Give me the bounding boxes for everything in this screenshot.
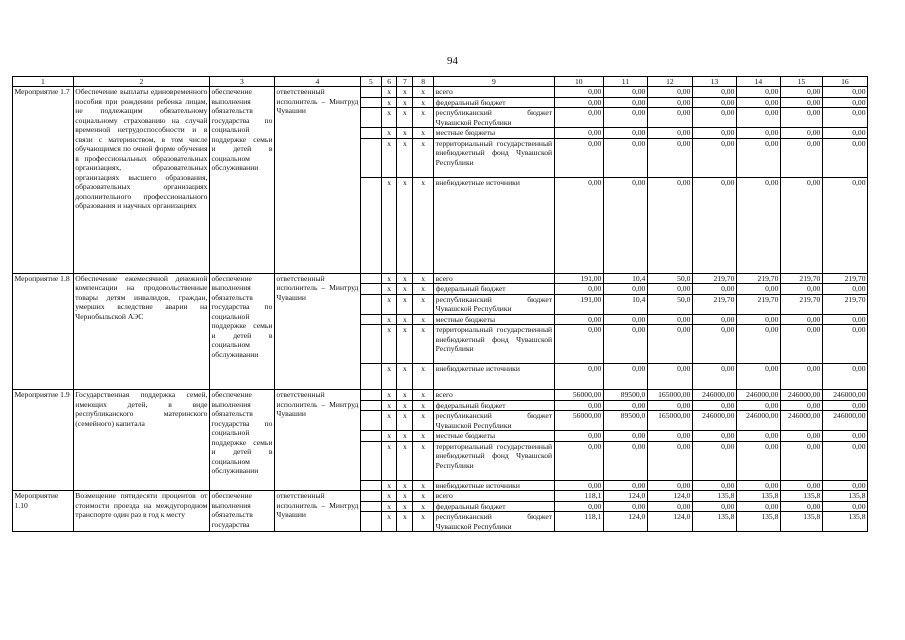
funding-source: всего: [434, 273, 554, 284]
value-cell: 0,00: [780, 138, 822, 177]
empty-cell: [360, 411, 381, 431]
value-cell: 0,00: [692, 480, 736, 491]
empty-cell: [360, 364, 381, 390]
mark-col-8: х: [413, 411, 434, 431]
value-cell: 0,00: [603, 441, 647, 480]
value-cell: 0,00: [822, 441, 867, 480]
table-row: [13, 273, 868, 284]
value-cell: 56000,00: [554, 411, 603, 431]
header-cell-5: 5: [360, 77, 381, 87]
event-description: Обеспечение ежемесячной денежной компенсации на продовольственные товары детям инвалидов, граждан, умерших вследствие аварии на Чернобыльской АЭС: [73, 273, 209, 390]
funding-source: республиканский бюджет Чувашской Республики: [435, 294, 553, 313]
value-cell: 135,8: [692, 512, 736, 532]
event-label: Мероприятие 1.10: [13, 491, 74, 532]
value-cell: 0,00: [780, 108, 822, 128]
value-cell: 0,00: [554, 97, 603, 108]
event-goal: обеспечение выполнения обязательств государства: [209, 491, 274, 532]
value-cell: 89500,0: [603, 411, 647, 431]
value-cell: 0,00: [603, 314, 647, 325]
value-cell: 0,00: [780, 325, 822, 364]
value-cell: 89500,0: [603, 390, 647, 401]
value-cell: 0,00: [736, 138, 780, 177]
value-cell: 135,8: [780, 491, 822, 502]
value-cell: 0,00: [736, 284, 780, 295]
header-cell-11: 11: [603, 77, 647, 87]
value-cell: 0,00: [554, 501, 603, 512]
header-cell-6: 6: [381, 77, 397, 87]
mark-col-7: х: [397, 441, 413, 480]
table-row: [13, 87, 868, 98]
value-cell: 219,70: [692, 294, 736, 314]
value-cell: 50,0: [647, 294, 692, 314]
value-cell: 0,00: [603, 97, 647, 108]
value-cell: 246000,00: [692, 411, 736, 431]
value-cell: 0,00: [822, 364, 867, 390]
value-cell: 0,00: [780, 87, 822, 98]
header-cell-4: 4: [274, 77, 360, 87]
event-label: Мероприятие 1.7: [13, 87, 74, 274]
value-cell: 0,00: [554, 177, 603, 273]
mark-col-7: х: [397, 390, 413, 401]
mark-col-7: х: [397, 314, 413, 325]
value-cell: 0,00: [647, 501, 692, 512]
value-cell: 0,00: [554, 480, 603, 491]
page-number: 94: [447, 55, 458, 67]
value-cell: 246000,00: [692, 390, 736, 401]
value-cell: 219,70: [736, 273, 780, 284]
value-cell: 0,00: [822, 400, 867, 411]
mark-col-7: х: [397, 400, 413, 411]
mark-col-6: х: [381, 480, 397, 491]
empty-cell: [360, 97, 381, 108]
funding-source: республиканский бюджет Чувашской Республики: [435, 411, 553, 430]
empty-cell: [360, 87, 381, 98]
mark-col-8: х: [413, 97, 434, 108]
value-cell: 165000,00: [647, 411, 692, 431]
mark-col-7: х: [397, 284, 413, 295]
value-cell: 0,00: [603, 325, 647, 364]
value-cell: 0,00: [780, 177, 822, 273]
empty-cell: [360, 480, 381, 491]
mark-col-8: х: [413, 108, 434, 128]
value-cell: 0,00: [822, 97, 867, 108]
value-cell: 0,00: [692, 441, 736, 480]
value-cell: 0,00: [603, 128, 647, 139]
value-cell: 0,00: [780, 97, 822, 108]
mark-col-7: х: [397, 87, 413, 98]
value-cell: 0,00: [822, 108, 867, 128]
value-cell: 0,00: [692, 177, 736, 273]
value-cell: 0,00: [692, 314, 736, 325]
value-cell: 0,00: [603, 480, 647, 491]
value-cell: 0,00: [692, 108, 736, 128]
value-cell: 10,4: [603, 294, 647, 314]
value-cell: 50,0: [647, 273, 692, 284]
empty-cell: [360, 284, 381, 295]
mark-col-8: х: [413, 177, 434, 273]
value-cell: 0,00: [603, 138, 647, 177]
event-description: Обеспечение выплаты единовременного пособия при рождении ребенка лицам, не подлежащим обязательному социальному страхованию на случай временной нетрудоспособности и в связи с материнством, в том числе обучающимся по очной форме обучения в профессиональных образовательных организациях, образовательных организациях высшего образования, образовательных организациях дополнительного профессионального образования и научных организациях: [73, 87, 209, 274]
empty-cell: [360, 441, 381, 480]
value-cell: 219,70: [692, 273, 736, 284]
header-cell-10: 10: [554, 77, 603, 87]
header-cell-12: 12: [647, 77, 692, 87]
table-row: [13, 390, 868, 401]
value-cell: 0,00: [780, 501, 822, 512]
value-cell: 246000,00: [736, 411, 780, 431]
value-cell: 0,00: [736, 364, 780, 390]
value-cell: 0,00: [647, 400, 692, 411]
mark-col-8: х: [413, 491, 434, 502]
empty-cell: [360, 177, 381, 273]
mark-col-6: х: [381, 128, 397, 139]
value-cell: 0,00: [647, 97, 692, 108]
value-cell: 0,00: [692, 284, 736, 295]
value-cell: 0,00: [692, 128, 736, 139]
value-cell: 0,00: [822, 314, 867, 325]
header-cell-8: 8: [413, 77, 434, 87]
value-cell: 0,00: [647, 314, 692, 325]
mark-col-7: х: [397, 501, 413, 512]
event-label: Мероприятие 1.9: [13, 390, 74, 491]
value-cell: 135,8: [736, 491, 780, 502]
value-cell: 124,0: [603, 491, 647, 502]
mark-col-6: х: [381, 294, 397, 314]
funding-source: федеральный бюджет: [434, 284, 554, 295]
value-cell: 0,00: [554, 325, 603, 364]
value-cell: 219,70: [822, 294, 867, 314]
funding-source: местные бюджеты: [434, 128, 554, 139]
event-description: Возмещение пятидесяти процентов от стоимости проезда на междугородном транспорте один раз в год к месту: [73, 491, 209, 532]
mark-col-8: х: [413, 364, 434, 390]
mark-col-7: х: [397, 177, 413, 273]
empty-cell: [360, 273, 381, 284]
event-executor: ответственный исполнитель – Минтруд Чувашии: [274, 273, 360, 390]
value-cell: 0,00: [736, 501, 780, 512]
header-cell-9: 9: [434, 77, 554, 87]
mark-col-6: х: [381, 314, 397, 325]
event-description: Государственная поддержка семей, имеющих детей, в виде республиканского материнского (семейного) капитала: [73, 390, 209, 491]
value-cell: 0,00: [554, 400, 603, 411]
mark-col-6: х: [381, 273, 397, 284]
value-cell: 0,00: [822, 87, 867, 98]
value-cell: 0,00: [736, 314, 780, 325]
header-cell-2: 2: [73, 77, 209, 87]
mark-col-8: х: [413, 294, 434, 314]
value-cell: 191,00: [554, 294, 603, 314]
value-cell: 10,4: [603, 273, 647, 284]
value-cell: 0,00: [603, 177, 647, 273]
value-cell: 0,00: [647, 284, 692, 295]
empty-cell: [360, 325, 381, 364]
value-cell: 124,0: [647, 491, 692, 502]
value-cell: 0,00: [554, 87, 603, 98]
mark-col-6: х: [381, 411, 397, 431]
funding-source: территориальный государственный внебюджетный фонд Чувашской Республики: [434, 138, 554, 177]
value-cell: 0,00: [603, 87, 647, 98]
value-cell: 0,00: [822, 284, 867, 295]
empty-cell: [360, 294, 381, 314]
value-cell: 0,00: [647, 441, 692, 480]
value-cell: 0,00: [780, 128, 822, 139]
value-cell: 0,00: [822, 501, 867, 512]
value-cell: 0,00: [647, 108, 692, 128]
mark-col-7: х: [397, 108, 413, 128]
value-cell: 0,00: [736, 325, 780, 364]
value-cell: 135,8: [736, 512, 780, 532]
value-cell: 0,00: [554, 364, 603, 390]
value-cell: 0,00: [554, 441, 603, 480]
value-cell: 0,00: [780, 431, 822, 442]
mark-col-8: х: [413, 431, 434, 442]
value-cell: 0,00: [736, 441, 780, 480]
event-goal: обеспечение выполнения обязательств государства по социальной поддержке семьи и детей в социальном обслуживании: [209, 87, 274, 274]
mark-col-6: х: [381, 87, 397, 98]
header-cell-1: 1: [13, 77, 74, 87]
mark-col-6: х: [381, 177, 397, 273]
mark-col-7: х: [397, 512, 413, 532]
value-cell: 56000,00: [554, 390, 603, 401]
header-cell-16: 16: [822, 77, 867, 87]
funding-source: республиканский бюджет Чувашской Республики: [435, 108, 553, 127]
value-cell: 165000,00: [647, 390, 692, 401]
mark-col-7: х: [397, 364, 413, 390]
funding-source: федеральный бюджет: [434, 400, 554, 411]
value-cell: 0,00: [603, 400, 647, 411]
funding-source: внебюджетные источники: [434, 364, 554, 390]
mark-col-7: х: [397, 411, 413, 431]
event-goal: обеспечение выполнения обязательств государства по социальной поддержке семьи и детей в социальном обслуживании: [209, 273, 274, 390]
mark-col-8: х: [413, 441, 434, 480]
empty-cell: [360, 512, 381, 532]
value-cell: 0,00: [736, 431, 780, 442]
mark-col-8: х: [413, 314, 434, 325]
value-cell: 0,00: [780, 400, 822, 411]
value-cell: 0,00: [554, 314, 603, 325]
value-cell: 0,00: [692, 501, 736, 512]
value-cell: 0,00: [603, 108, 647, 128]
mark-col-7: х: [397, 294, 413, 314]
mark-col-8: х: [413, 400, 434, 411]
mark-col-8: х: [413, 128, 434, 139]
header-cell-14: 14: [736, 77, 780, 87]
empty-cell: [360, 400, 381, 411]
funding-source: всего: [434, 491, 554, 502]
value-cell: 0,00: [780, 284, 822, 295]
mark-col-6: х: [381, 364, 397, 390]
value-cell: 0,00: [647, 364, 692, 390]
value-cell: 0,00: [647, 431, 692, 442]
value-cell: 124,0: [603, 512, 647, 532]
funding-source: федеральный бюджет: [434, 501, 554, 512]
value-cell: 118,1: [554, 491, 603, 502]
value-cell: 219,70: [822, 273, 867, 284]
mark-col-6: х: [381, 390, 397, 401]
value-cell: 0,00: [692, 97, 736, 108]
value-cell: 135,8: [780, 512, 822, 532]
mark-col-6: х: [381, 491, 397, 502]
event-executor: ответственный исполнитель – Минтруд Чувашии: [274, 491, 360, 532]
empty-cell: [360, 431, 381, 442]
header-row: [13, 77, 868, 87]
mark-col-7: х: [397, 128, 413, 139]
mark-col-8: х: [413, 501, 434, 512]
value-cell: 191,00: [554, 273, 603, 284]
value-cell: 0,00: [647, 87, 692, 98]
mark-col-6: х: [381, 284, 397, 295]
value-cell: 246000,00: [736, 390, 780, 401]
header-cell-7: 7: [397, 77, 413, 87]
value-cell: 0,00: [822, 431, 867, 442]
value-cell: 0,00: [554, 108, 603, 128]
event-label: Мероприятие 1.8: [13, 273, 74, 390]
mark-col-7: х: [397, 480, 413, 491]
value-cell: 0,00: [822, 480, 867, 491]
funding-source: местные бюджеты: [434, 314, 554, 325]
value-cell: 0,00: [692, 87, 736, 98]
mark-col-6: х: [381, 512, 397, 532]
funding-source: республиканский бюджет Чувашской Республики: [435, 512, 553, 531]
value-cell: 0,00: [736, 108, 780, 128]
value-cell: 219,70: [780, 294, 822, 314]
value-cell: 135,8: [822, 491, 867, 502]
value-cell: 0,00: [647, 177, 692, 273]
mark-col-6: х: [381, 441, 397, 480]
mark-col-7: х: [397, 273, 413, 284]
value-cell: 0,00: [736, 400, 780, 411]
mark-col-6: х: [381, 501, 397, 512]
funding-source: территориальный государственный внебюджетный фонд Чувашской Республики: [434, 325, 554, 364]
funding-source: внебюджетные источники: [434, 177, 554, 273]
value-cell: 0,00: [736, 480, 780, 491]
mark-col-6: х: [381, 108, 397, 128]
value-cell: 0,00: [603, 284, 647, 295]
value-cell: 246000,00: [822, 411, 867, 431]
value-cell: 0,00: [780, 314, 822, 325]
value-cell: 0,00: [780, 441, 822, 480]
value-cell: 0,00: [736, 97, 780, 108]
value-cell: 0,00: [647, 325, 692, 364]
funding-source: внебюджетные источники: [434, 480, 554, 491]
budget-table: [12, 76, 868, 532]
value-cell: 0,00: [736, 128, 780, 139]
value-cell: 135,8: [692, 491, 736, 502]
funding-source: местные бюджеты: [434, 431, 554, 442]
event-goal: обеспечение выполнения обязательств государства по социальной поддержке семьи и детей в социальном обслуживании: [209, 390, 274, 491]
mark-col-7: х: [397, 325, 413, 364]
value-cell: 118,1: [554, 512, 603, 532]
value-cell: 0,00: [822, 325, 867, 364]
value-cell: 0,00: [554, 128, 603, 139]
mark-col-8: х: [413, 512, 434, 532]
value-cell: 0,00: [736, 177, 780, 273]
empty-cell: [360, 390, 381, 401]
value-cell: 0,00: [554, 284, 603, 295]
value-cell: 135,8: [822, 512, 867, 532]
mark-col-8: х: [413, 325, 434, 364]
value-cell: 0,00: [822, 128, 867, 139]
value-cell: 0,00: [692, 431, 736, 442]
value-cell: 0,00: [603, 431, 647, 442]
value-cell: 246000,00: [822, 390, 867, 401]
mark-col-8: х: [413, 87, 434, 98]
table-row: [13, 491, 868, 502]
funding-source: всего: [434, 87, 554, 98]
value-cell: 0,00: [603, 364, 647, 390]
value-cell: 0,00: [603, 501, 647, 512]
mark-col-8: х: [413, 390, 434, 401]
value-cell: 0,00: [780, 364, 822, 390]
mark-col-6: х: [381, 138, 397, 177]
empty-cell: [360, 501, 381, 512]
value-cell: 0,00: [692, 138, 736, 177]
value-cell: 0,00: [647, 128, 692, 139]
funding-source: всего: [434, 390, 554, 401]
value-cell: 246000,00: [780, 411, 822, 431]
value-cell: 0,00: [692, 364, 736, 390]
header-cell-13: 13: [692, 77, 736, 87]
value-cell: 0,00: [647, 138, 692, 177]
value-cell: 219,70: [780, 273, 822, 284]
funding-source: территориальный государственный внебюджетный фонд Чувашской Республики: [434, 441, 554, 480]
value-cell: 124,0: [647, 512, 692, 532]
header-cell-3: 3: [209, 77, 274, 87]
mark-col-7: х: [397, 97, 413, 108]
value-cell: 0,00: [554, 431, 603, 442]
empty-cell: [360, 138, 381, 177]
empty-cell: [360, 128, 381, 139]
value-cell: 0,00: [736, 87, 780, 98]
empty-cell: [360, 108, 381, 128]
event-executor: ответственный исполнитель – Минтруд Чувашии: [274, 390, 360, 491]
value-cell: 0,00: [692, 325, 736, 364]
value-cell: 0,00: [780, 480, 822, 491]
mark-col-7: х: [397, 491, 413, 502]
mark-col-8: х: [413, 284, 434, 295]
event-executor: ответственный исполнитель – Минтруд Чувашии: [274, 87, 360, 274]
mark-col-6: х: [381, 325, 397, 364]
mark-col-6: х: [381, 431, 397, 442]
mark-col-6: х: [381, 400, 397, 411]
mark-col-6: х: [381, 97, 397, 108]
value-cell: 0,00: [554, 138, 603, 177]
value-cell: 219,70: [736, 294, 780, 314]
header-cell-15: 15: [780, 77, 822, 87]
empty-cell: [360, 314, 381, 325]
mark-col-7: х: [397, 138, 413, 177]
mark-col-8: х: [413, 138, 434, 177]
value-cell: 0,00: [822, 177, 867, 273]
value-cell: 0,00: [822, 138, 867, 177]
value-cell: 246000,00: [780, 390, 822, 401]
mark-col-7: х: [397, 431, 413, 442]
empty-cell: [360, 491, 381, 502]
mark-col-8: х: [413, 273, 434, 284]
value-cell: 0,00: [647, 480, 692, 491]
funding-source: федеральный бюджет: [434, 97, 554, 108]
value-cell: 0,00: [692, 400, 736, 411]
mark-col-8: х: [413, 480, 434, 491]
